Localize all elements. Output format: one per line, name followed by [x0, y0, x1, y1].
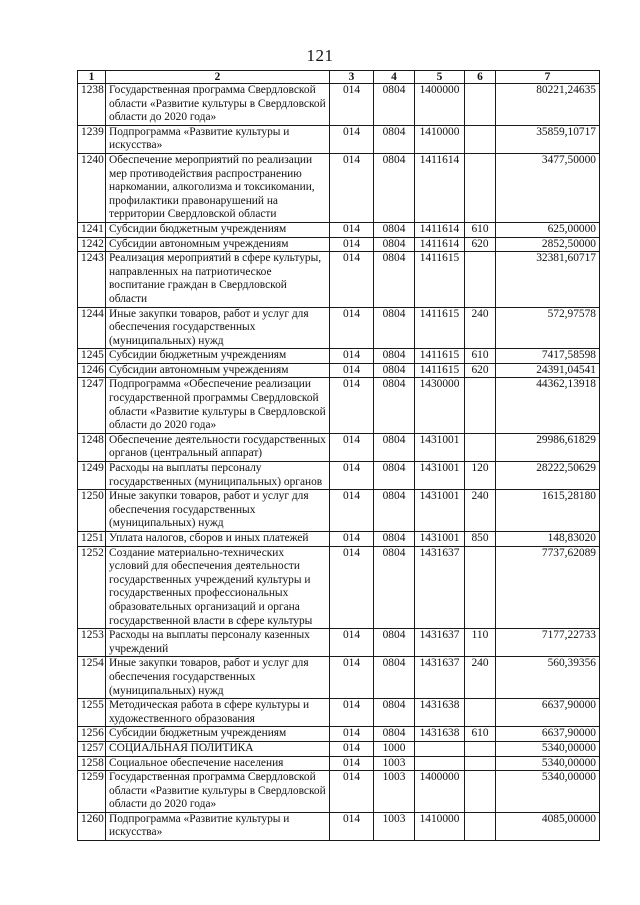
target-article-code: 1411615 [415, 252, 465, 307]
section-code: 1003 [374, 756, 415, 771]
column-header: 3 [330, 71, 374, 84]
target-article-code: 1410000 [415, 125, 465, 153]
item-name: Социальное обеспечение населения [106, 756, 330, 771]
ministry-code: 014 [330, 84, 374, 126]
amount: 7177,22733 [496, 629, 600, 657]
row-number: 1247 [78, 378, 106, 433]
ministry-code: 014 [330, 237, 374, 252]
ministry-code: 014 [330, 378, 374, 433]
section-code: 0804 [374, 727, 415, 742]
section-code: 0804 [374, 363, 415, 378]
table-row [78, 657, 600, 699]
target-article-code [415, 756, 465, 771]
table-row [78, 237, 600, 252]
row-number: 1258 [78, 756, 106, 771]
target-article-code: 1431001 [415, 490, 465, 532]
table-row [78, 222, 600, 237]
expense-type-code: 240 [465, 657, 496, 699]
item-name: Подпрограмма «Развитие культуры и искусства» [106, 125, 330, 153]
row-number: 1255 [78, 699, 106, 727]
expense-type-code [465, 125, 496, 153]
row-number: 1254 [78, 657, 106, 699]
expense-type-code: 610 [465, 349, 496, 364]
row-number: 1249 [78, 462, 106, 490]
row-number: 1252 [78, 546, 106, 629]
item-name: Субсидии бюджетным учреждениям [106, 727, 330, 742]
table-row [78, 462, 600, 490]
ministry-code: 014 [330, 771, 374, 813]
expense-type-code: 610 [465, 727, 496, 742]
header-row [78, 71, 600, 84]
ministry-code: 014 [330, 125, 374, 153]
expense-type-code [465, 378, 496, 433]
item-name: Субсидии автономным учреждениям [106, 237, 330, 252]
item-name: Государственная программа Свердловской области «Развитие культуры в Свердловской области до 2020 года» [106, 771, 330, 813]
ministry-code: 014 [330, 657, 374, 699]
row-number: 1244 [78, 307, 106, 349]
expense-type-code: 620 [465, 237, 496, 252]
row-number: 1245 [78, 349, 106, 364]
ministry-code: 014 [330, 546, 374, 629]
ministry-code: 014 [330, 699, 374, 727]
target-article-code: 1431637 [415, 629, 465, 657]
row-number: 1242 [78, 237, 106, 252]
table-row [78, 532, 600, 547]
row-number: 1251 [78, 532, 106, 547]
column-header: 7 [496, 71, 600, 84]
column-header: 1 [78, 71, 106, 84]
target-article-code: 1431001 [415, 462, 465, 490]
expense-type-code: 120 [465, 462, 496, 490]
amount: 80221,24635 [496, 84, 600, 126]
section-code: 0804 [374, 349, 415, 364]
section-code: 0804 [374, 237, 415, 252]
amount: 7417,58598 [496, 349, 600, 364]
amount: 572,97578 [496, 307, 600, 349]
row-number: 1238 [78, 84, 106, 126]
row-number: 1257 [78, 741, 106, 756]
table-row [78, 812, 600, 840]
expense-type-code: 850 [465, 532, 496, 547]
row-number: 1250 [78, 490, 106, 532]
target-article-code: 1410000 [415, 812, 465, 840]
item-name: Расходы на выплаты персоналу казенных учреждений [106, 629, 330, 657]
table-row [78, 307, 600, 349]
row-number: 1239 [78, 125, 106, 153]
table-row [78, 378, 600, 433]
section-code: 1000 [374, 741, 415, 756]
amount: 35859,10717 [496, 125, 600, 153]
table-row [78, 84, 600, 126]
ministry-code: 014 [330, 812, 374, 840]
expense-type-code [465, 153, 496, 222]
target-article-code: 1430000 [415, 378, 465, 433]
expense-type-code: 240 [465, 307, 496, 349]
expense-type-code: 110 [465, 629, 496, 657]
item-name: Методическая работа в сфере культуры и художественного образования [106, 699, 330, 727]
expense-type-code: 610 [465, 222, 496, 237]
table-row [78, 252, 600, 307]
target-article-code: 1431001 [415, 433, 465, 461]
table-row [78, 153, 600, 222]
ministry-code: 014 [330, 153, 374, 222]
column-header: 5 [415, 71, 465, 84]
item-name: Расходы на выплаты персоналу государственных (муниципальных) органов [106, 462, 330, 490]
item-name: Реализация мероприятий в сфере культуры, направленных на патриотическое воспитание граждан в Свердловской области [106, 252, 330, 307]
item-name: Иные закупки товаров, работ и услуг для обеспечения государственных (муниципальных) нужд [106, 307, 330, 349]
target-article-code: 1431638 [415, 699, 465, 727]
item-name: Субсидии автономным учреждениям [106, 363, 330, 378]
target-article-code: 1400000 [415, 84, 465, 126]
amount: 560,39356 [496, 657, 600, 699]
ministry-code: 014 [330, 629, 374, 657]
target-article-code: 1431001 [415, 532, 465, 547]
table-row [78, 490, 600, 532]
section-code: 0804 [374, 532, 415, 547]
item-name: Иные закупки товаров, работ и услуг для обеспечения государственных (муниципальных) нужд [106, 657, 330, 699]
item-name: Обеспечение мероприятий по реализации мер противодействия распространению наркомании, алкоголизма и токсикомании, профилактики правонарушений на территории Свердловской области [106, 153, 330, 222]
ministry-code: 014 [330, 756, 374, 771]
section-code: 1003 [374, 812, 415, 840]
target-article-code: 1431637 [415, 657, 465, 699]
section-code: 0804 [374, 490, 415, 532]
amount: 148,83020 [496, 532, 600, 547]
item-name: Обеспечение деятельности государственных органов (центральный аппарат) [106, 433, 330, 461]
expense-type-code [465, 812, 496, 840]
item-name: Государственная программа Свердловской области «Развитие культуры в Свердловской области до 2020 года» [106, 84, 330, 126]
table-row [78, 433, 600, 461]
amount: 6637,90000 [496, 727, 600, 742]
expense-type-code [465, 771, 496, 813]
table-row [78, 629, 600, 657]
ministry-code: 014 [330, 349, 374, 364]
column-header: 2 [106, 71, 330, 84]
expense-type-code [465, 433, 496, 461]
ministry-code: 014 [330, 252, 374, 307]
column-header: 6 [465, 71, 496, 84]
amount: 29986,61829 [496, 433, 600, 461]
amount: 3477,50000 [496, 153, 600, 222]
table-row [78, 741, 600, 756]
ministry-code: 014 [330, 741, 374, 756]
ministry-code: 014 [330, 363, 374, 378]
column-header: 4 [374, 71, 415, 84]
section-code: 0804 [374, 657, 415, 699]
section-code: 0804 [374, 222, 415, 237]
expense-type-code: 240 [465, 490, 496, 532]
expense-type-code: 620 [465, 363, 496, 378]
section-code: 0804 [374, 462, 415, 490]
table-row [78, 756, 600, 771]
target-article-code: 1411614 [415, 153, 465, 222]
expense-type-code [465, 756, 496, 771]
item-name: Подпрограмма «Развитие культуры и искусства» [106, 812, 330, 840]
table-row [78, 546, 600, 629]
section-code: 0804 [374, 433, 415, 461]
item-name: Подпрограмма «Обеспечение реализации государственной программы Свердловской области «Развитие культуры в Свердловской области до 2020 года» [106, 378, 330, 433]
section-code: 1003 [374, 771, 415, 813]
section-code: 0804 [374, 629, 415, 657]
target-article-code: 1431637 [415, 546, 465, 629]
row-number: 1246 [78, 363, 106, 378]
section-code: 0804 [374, 307, 415, 349]
target-article-code: 1411614 [415, 237, 465, 252]
amount: 32381,60717 [496, 252, 600, 307]
table-row [78, 771, 600, 813]
item-name: Иные закупки товаров, работ и услуг для обеспечения государственных (муниципальных) нужд [106, 490, 330, 532]
expense-type-code [465, 84, 496, 126]
ministry-code: 014 [330, 462, 374, 490]
target-article-code: 1431638 [415, 727, 465, 742]
row-number: 1240 [78, 153, 106, 222]
row-number: 1256 [78, 727, 106, 742]
item-name: Создание материально-технических условий для обеспечения деятельности государственных учреждений культуры и государственных профессиональных образовательных организаций и органа государственной власти в сфере культуры [106, 546, 330, 629]
table-row [78, 699, 600, 727]
section-code: 0804 [374, 546, 415, 629]
amount: 5340,00000 [496, 741, 600, 756]
page-number: 121 [306, 46, 334, 65]
section-code: 0804 [374, 378, 415, 433]
amount: 5340,00000 [496, 771, 600, 813]
amount: 4085,00000 [496, 812, 600, 840]
row-number: 1241 [78, 222, 106, 237]
item-name: Субсидии бюджетным учреждениям [106, 222, 330, 237]
ministry-code: 014 [330, 307, 374, 349]
target-article-code: 1400000 [415, 771, 465, 813]
expense-type-code [465, 252, 496, 307]
expense-type-code [465, 741, 496, 756]
ministry-code: 014 [330, 532, 374, 547]
target-article-code [415, 741, 465, 756]
section-code: 0804 [374, 84, 415, 126]
expense-type-code [465, 699, 496, 727]
item-name: СОЦИАЛЬНАЯ ПОЛИТИКА [106, 741, 330, 756]
table-row [78, 349, 600, 364]
amount: 5340,00000 [496, 756, 600, 771]
amount: 7737,62089 [496, 546, 600, 629]
row-number: 1259 [78, 771, 106, 813]
section-code: 0804 [374, 125, 415, 153]
target-article-code: 1411615 [415, 307, 465, 349]
row-number: 1248 [78, 433, 106, 461]
section-code: 0804 [374, 699, 415, 727]
table-row [78, 727, 600, 742]
ministry-code: 014 [330, 433, 374, 461]
target-article-code: 1411615 [415, 349, 465, 364]
amount: 625,00000 [496, 222, 600, 237]
amount: 1615,28180 [496, 490, 600, 532]
expense-type-code [465, 546, 496, 629]
amount: 44362,13918 [496, 378, 600, 433]
amount: 2852,50000 [496, 237, 600, 252]
budget-table [77, 70, 600, 841]
row-number: 1260 [78, 812, 106, 840]
item-name: Уплата налогов, сборов и иных платежей [106, 532, 330, 547]
row-number: 1243 [78, 252, 106, 307]
item-name: Субсидии бюджетным учреждениям [106, 349, 330, 364]
row-number: 1253 [78, 629, 106, 657]
amount: 6637,90000 [496, 699, 600, 727]
table-row [78, 363, 600, 378]
target-article-code: 1411614 [415, 222, 465, 237]
table-row [78, 125, 600, 153]
ministry-code: 014 [330, 490, 374, 532]
ministry-code: 014 [330, 727, 374, 742]
amount: 24391,04541 [496, 363, 600, 378]
amount: 28222,50629 [496, 462, 600, 490]
section-code: 0804 [374, 153, 415, 222]
section-code: 0804 [374, 252, 415, 307]
ministry-code: 014 [330, 222, 374, 237]
target-article-code: 1411615 [415, 363, 465, 378]
